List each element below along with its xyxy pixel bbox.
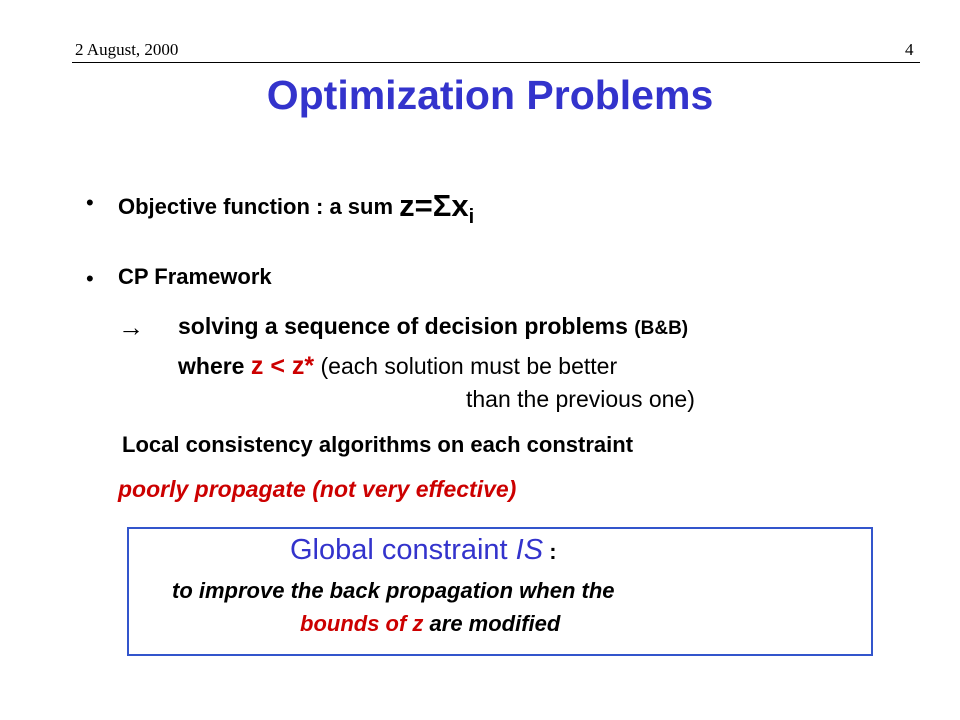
bounds-of-z: bounds of z	[300, 611, 424, 636]
paren-text-2: than the previous one)	[466, 386, 695, 412]
global-constraint-title	[290, 534, 557, 567]
inequality-z: z < z*	[250, 352, 315, 380]
sum-formula-main: z=Σx	[399, 188, 469, 223]
header-date: 2 August, 2000	[75, 40, 179, 59]
bullet-cp-framework: CP Framework	[118, 264, 272, 289]
where-line	[178, 352, 617, 381]
where-label: where	[178, 353, 251, 379]
bullet-marker: •	[86, 190, 94, 215]
sum-formula	[399, 188, 475, 229]
bullet-marker: •	[86, 266, 94, 291]
poorly-propagate-line: poorly propagate (not very effective)	[118, 476, 517, 502]
local-consistency-line: Local consistency algorithms on each constraint	[122, 432, 634, 457]
bullet-objective-function	[118, 186, 474, 227]
header-divider	[72, 62, 920, 63]
are-modified: are modified	[423, 611, 561, 636]
box-description-line2	[300, 611, 560, 637]
right-arrow-icon: →	[118, 312, 144, 342]
box-description-line1: to improve the back propagation when the	[172, 578, 615, 603]
solving-sequence-line	[178, 313, 688, 340]
page-number: 4	[905, 40, 914, 59]
box-title-plain: Global constraint	[290, 534, 516, 566]
box-title-is: IS	[515, 534, 544, 566]
solving-text: solving a sequence of decision problems	[178, 313, 635, 339]
sum-formula-subscript: i	[468, 206, 475, 229]
paren-text-1: (each solution must be better	[314, 353, 618, 379]
slide-title: Optimization Problems	[266, 72, 714, 118]
box-title-colon: :	[543, 539, 557, 564]
bullet-objective-text: Objective function : a sum	[118, 194, 400, 219]
bb-tag: (B&B)	[634, 318, 689, 339]
